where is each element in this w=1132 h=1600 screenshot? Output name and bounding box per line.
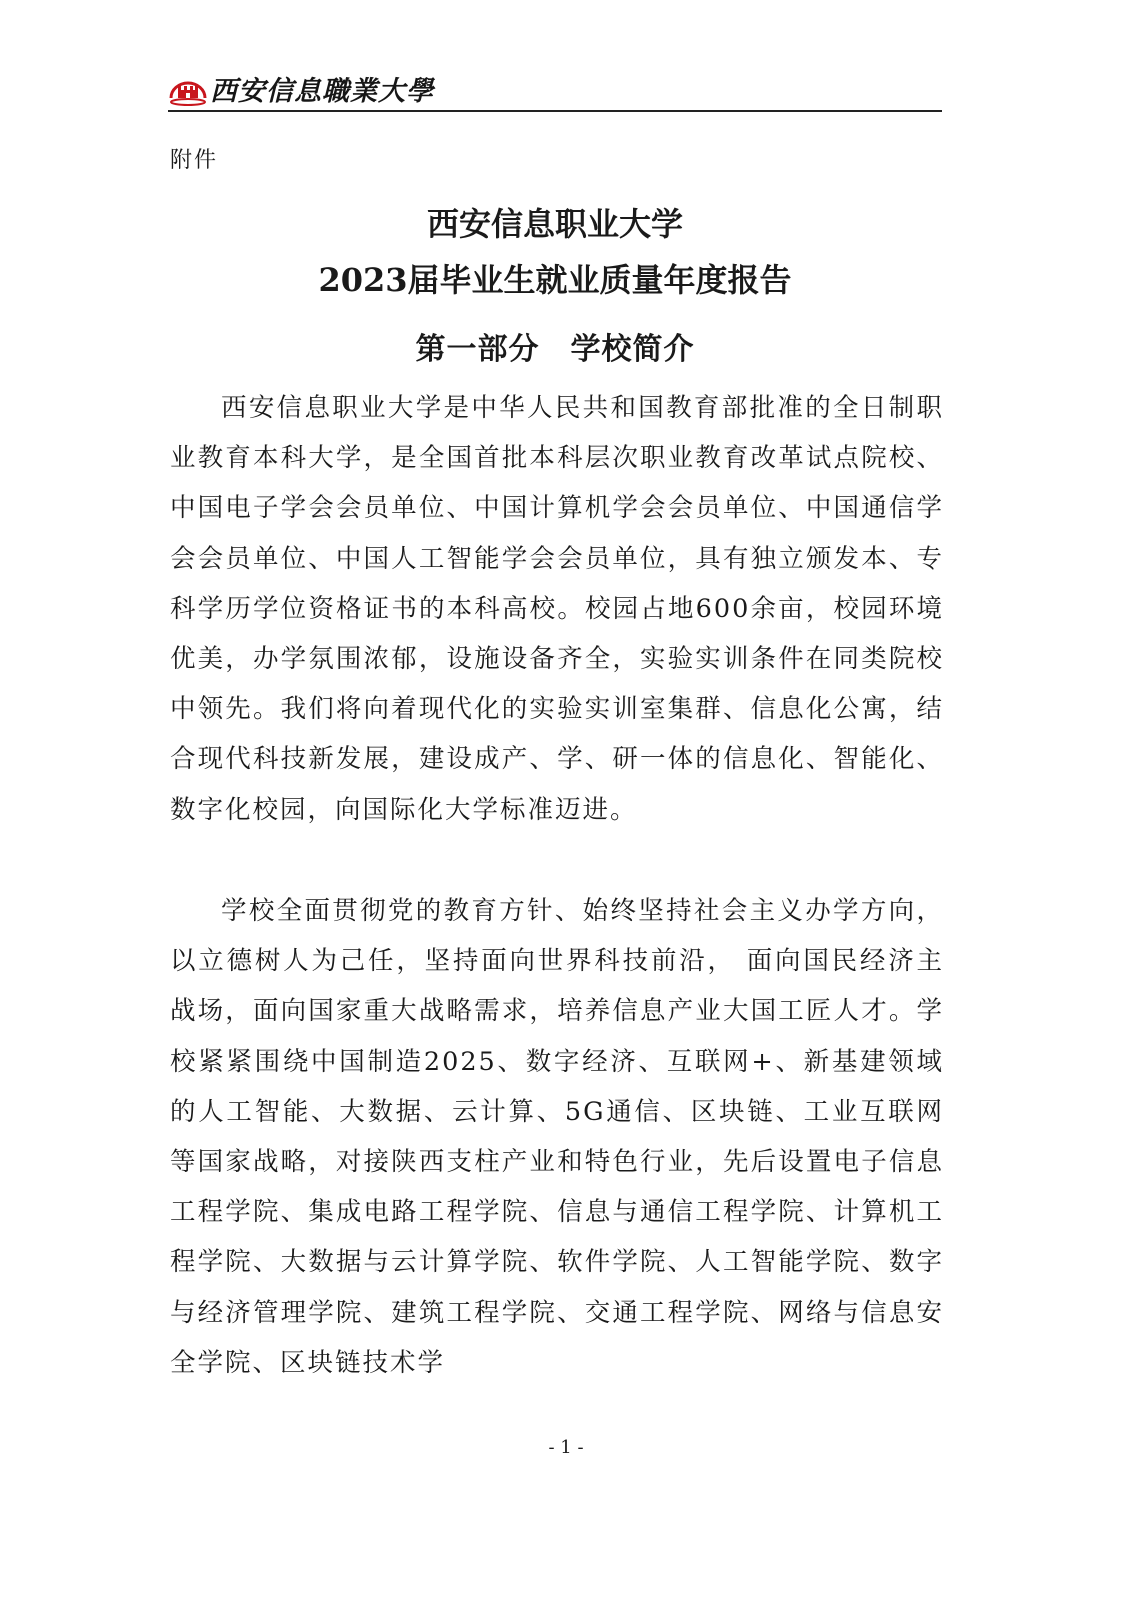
school-logo-icon <box>168 76 208 108</box>
report-title-line2: 2023届毕业生就业质量年度报告 <box>318 261 792 299</box>
page-number: - 1 - <box>548 1437 584 1458</box>
attachment-label: 附件 <box>170 148 219 173</box>
report-title-line1: 西安信息职业大学 <box>426 205 683 243</box>
header-rule <box>168 110 942 112</box>
intro-paragraph-1: 西安信息职业大学是中华人民共和国教育部批准的全日制职业教育本科大学，是全国首批本科层次职业教育改革试点院校、中国电子学会会员单位、中国计算机学会会员单位、中国通信学会会员单位、中国人工智能学会会员单位，具有独立颁发本、专科学历学位资格证书的本科高校。校园占地600余亩，校园环境优美，办学氛围浓郁，设施设备齐全，实验实训条件在同类院校中领先。我们将向着现代化的实验实训室集群、信息化公寓，结合现代科技新发展，建设成产、学、研一体的信息化、智能化、数字化校园，向国际化大学标准迈进。 <box>170 393 944 825</box>
intro-paragraph-2: 学校全面贯彻党的教育方针、始终坚持社会主义办学方向，以立德树人为己任，坚持面向世界科技前沿， 面向国民经济主战场，面向国家重大战略需求，培养信息产业大国工匠人才。学校紧紧围绕中国制造2025、数字经济、互联网+、新基建领域的人工智能、大数据、云计算、5G通信、区块链、工业互联网等国家战略，对接陕西支柱产业和特色行业，先后设置电子信息工程学院、集成电路工程学院、信息与通信工程学院、计算机工程学院、大数据与云计算学院、软件学院、人工智能学院、数字与经济管理学院、建筑工程学院、交通工程学院、网络与信息安全学院、区块链技术学 <box>170 896 944 1378</box>
page-header <box>168 74 942 112</box>
section-heading: 第一部分 学校简介 <box>415 332 695 367</box>
school-name-header: 西安信息職業大學 <box>210 76 434 107</box>
